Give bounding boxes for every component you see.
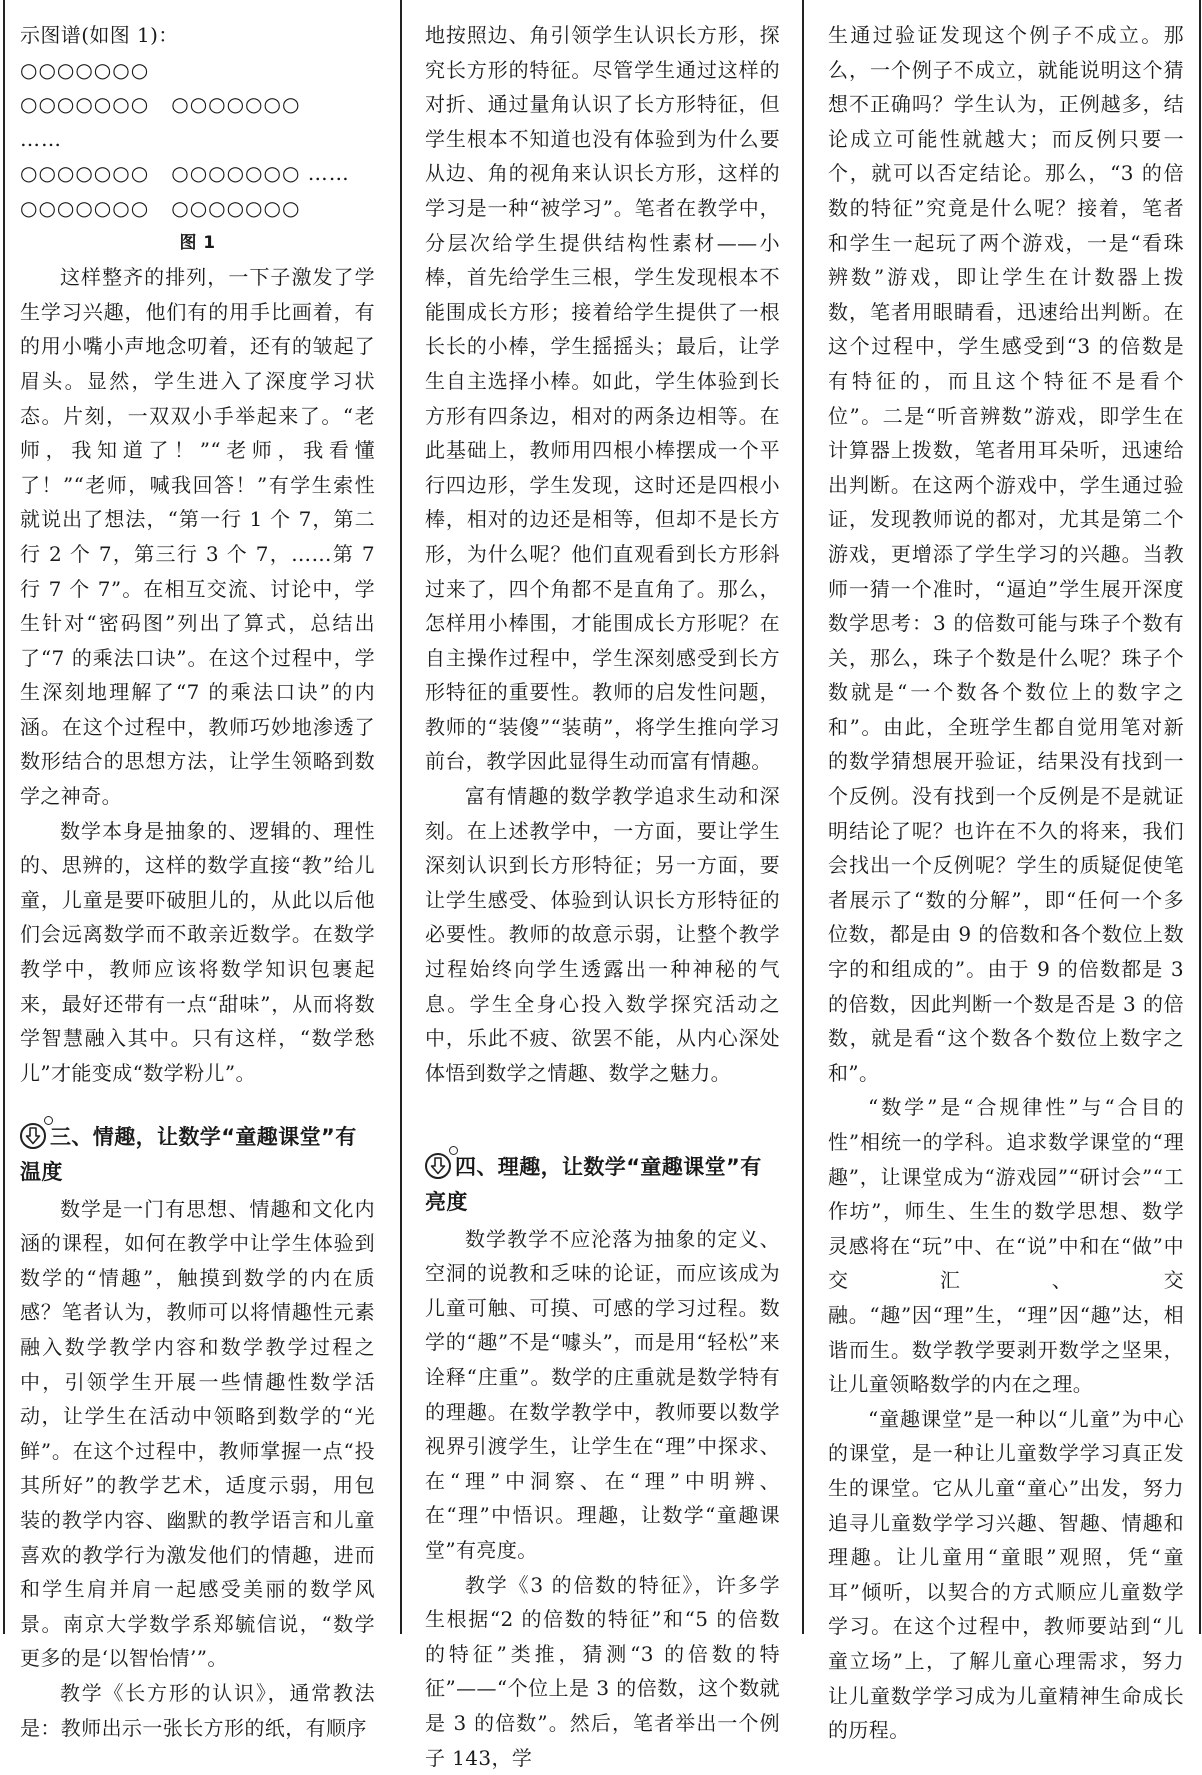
section-heading-text: 三、情趣，让数学“童趣课堂”有温度 <box>20 1125 357 1184</box>
page-left-border <box>3 0 5 1634</box>
paragraph: 这样整齐的排列，一下子激发了学生学习兴趣，他们有的用手比画着，有的用小嘴小声地念叨着，还有的皱起了眉头。显然，学生进入了深度学习状态。片刻，一双双小手举起来了。“老师，我知道了！”“老师，我看懂了！”“老师，喊我回答！”有学生索性就说出了想法，“第一行 1 个 7，第二行 2 个 7，第三行 3 个 7，……第 7 行 7 个 7”。在相互交流、讨论中，学生针对“密码图”列出了算式，总结出了“7 的乘法口诀”。在这个过程中，学生深刻地理解了“7 的乘法口诀”的内涵。在这个过程中，教师巧妙地渗透了数形结合的思想方法，让学生领略到数学之神奇。 <box>20 265 375 809</box>
down-arrow-circle-icon <box>20 1123 46 1149</box>
column-divider-1 <box>400 0 402 1634</box>
circle-group: ○○○○○○○ <box>20 195 150 220</box>
column-right <box>828 18 1184 1743</box>
page-right-border <box>1199 0 1201 1634</box>
circle-group: ○○○○○○○ …… <box>171 161 350 186</box>
circle-group: ○○○○○○○ <box>171 195 301 220</box>
paragraph: 数学本身是抽象的、逻辑的、理性的、思辨的，这样的数学直接“教”给儿童，儿童是要吓破胆儿的，从此以后他们会远离数学而不敢亲近数学。在数学教学中，教师应该将数学知识包裹起来，最好还带有一点“甜味”，从而将数学智慧融入其中。只有这样，“数学愁儿”才能变成“数学粉儿”。 <box>20 818 375 1085</box>
paragraph: 地按照边、角引领学生认识长方形，探究长方形的特征。尽管学生通过这样的对折、通过量角认识了长方形特征，但学生根本不知道也没有体验到为什么要从边、角的视角来认识长方形，这样的学习是一种“被学习”。笔者在教学中，分层次给学生提供结构性素材——小棒，首先给学生三根，学生发现根本不能围成长方形；接着给学生提供了一根长长的小棒，学生摇摇头；最后，让学生自主选择小棒。如此，学生体验到长方形有四条边，相对的两条边相等。在此基础上，教师用四根小棒摆成一个平行四边形，学生发现，这时还是四根小棒，相对的边还是相等，但却不是长方形，为什么呢？他们直观看到长方形斜过来了，四个角都不是直角了。那么，怎样用小棒围，才能围成长方形呢？在自主操作过程中，学生深刻感受到长方形特征的重要性。教师的启发性问题，教师的“装傻”“装萌”，将学生推向学习前台，教学因此显得生动而富有情趣。 <box>425 23 780 774</box>
figure-circle-row-4 <box>20 191 375 226</box>
paragraph: 教学《3 的倍数的特征》，许多学生根据“2 的倍数的特征”和“5 的倍数的特征”类推，猜测“3 的倍数的特征”——“个位上是 3 的倍数，这个数就是 3 的倍数”。然后，笔者举出一个例子 143，学 <box>425 1572 780 1770</box>
figure-circle-row-3 <box>20 156 375 191</box>
figure-intro-text: 示图谱(如图 1)： <box>20 23 179 47</box>
figure-caption: 图 1 <box>179 232 216 253</box>
section-heading-text: 四、理趣，让数学“童趣课堂”有亮度 <box>425 1155 762 1214</box>
circle-group: ○○○○○○○ <box>171 92 301 117</box>
down-arrow-circle-icon <box>425 1153 451 1179</box>
figure-circle-row-1 <box>20 53 375 88</box>
figure-ellipsis: …… <box>20 126 62 151</box>
section-heading-3 <box>20 1120 375 1189</box>
column-middle <box>425 18 780 1770</box>
paragraph: 数学教学不应沦落为抽象的定义、空洞的说教和乏味的论证，而应该成为儿童可触、可摸、可感的学习过程。数学的“趣”不是“噱头”，而是用“轻松”来诠释“庄重”。数学的庄重就是数学特有的理趣。在数学教学中，教师要以数学视界引渡学生，让学生在“理”中探求、在“理”中洞察、在“理”中明辨、在“理”中悟识。理趣，让数学“童趣课堂”有亮度。 <box>425 1226 780 1562</box>
paragraph: “童趣课堂”是一种以“儿童”为中心的课堂，是一种让儿童数学学习真正发生的课堂。它从儿童“童心”出发，努力追寻儿童数学学习兴趣、智趣、情趣和理趣。让儿童用“童眼”观照，凭“童耳”倾听，以契合的方式顺应儿童数学学习。在这个过程中，教师要站到“儿童立场”上，了解儿童心理需求，努力让儿童数学学习成为儿童精神生命成长的历程。 <box>828 1406 1184 1743</box>
figure-circle-row-2 <box>20 87 375 122</box>
paragraph: “数学”是“合规律性”与“合目的性”相统一的学科。追求数学课堂的“理趣”，让课堂成为“游戏园”“研讨会”“工作坊”，师生、生生的数学思想、数学灵感将在“玩”中、在“说”中和在“做”中交汇、交融。“趣”因“理”生，“理”因“趣”达，相谐而生。数学教学要剥开数学之坚果，让儿童领略数学的内在之理。 <box>828 1095 1184 1397</box>
paragraph: 生通过验证发现这个例子不成立。那么，一个例子不成立，就能说明这个猜想不正确吗？学生认为，正例越多，结论成立可能性就越大；而反例只要一个，就可以否定结论。那么，“3 的倍数的特征”究竟是什么呢？接着，笔者和学生一起玩了两个游戏，一是“看珠辨数”游戏，即让学生在计数器上拨数，笔者用眼睛看，迅速给出判断。在这个过程中，学生感受到“3 的倍数是有特征的，而且这个特征不是看个位”。二是“听音辨数”游戏，即学生在计算器上拨数，笔者用耳朵听，迅速给出判断。在这两个游戏中，学生通过验证，发现教师说的都对，尤其是第二个游戏，更增添了学生学习的兴趣。当教师一猜一个准时，“逼迫”学生展开深度数学思考：3 的倍数可能与珠子个数有关，那么，珠子个数是什么呢？珠子个数就是“一个数各个数位上的数字之和”。由此，全班学生都自觉用笔对新的数学猜想展开验证，结果没有找到一个反例。没有找到一个反例是不是就证明结论了呢？也许在不久的将来，我们会找出一个反例呢？学生的质疑促使笔者展示了“数的分解”，即“任何一个多位数，都是由 9 的倍数和各个数位上数字的和组成的”。由于 9 的倍数都是 3 的倍数，因此判断一个数是否是 3 的倍数，就是看“这个数各个数位上数字之和”。 <box>828 23 1184 1085</box>
paragraph: 数学是一门有思想、情趣和文化内涵的课程，如何在教学中让学生体验到数学的“情趣”，触摸到数学的内在质感？笔者认为，教师可以将情趣性元素融入数学教学内容和数学教学过程之中，引领学生开展一些情趣性数学活动，让学生在活动中领略到数学的“光鲜”。在这个过程中，教师掌握一点“投其所好”的教学艺术，适度示弱，用包装的教学内容、幽默的教学语言和儿童喜欢的教学行为激发他们的情趣，进而和学生肩并肩一起感受美丽的数学风景。南京大学数学系郑毓信说，“数学更多的是‘以智怡情’”。 <box>20 1196 375 1671</box>
section-heading-4 <box>425 1150 780 1219</box>
circle-group: ○○○○○○○ <box>20 161 150 186</box>
paragraph: 教学《长方形的认识》，通常教法是：教师出示一张长方形的纸，有顺序 <box>20 1680 375 1740</box>
circle-group: ○○○○○○○ <box>20 92 150 117</box>
paragraph: 富有情趣的数学教学追求生动和深刻。在上述教学中，一方面，要让学生深刻认识到长方形特征；另一方面，要让学生感受、体验到认识长方形特征的必要性。教师的故意示弱，让整个教学过程始终向学生透露出一种神秘的气息。学生全身心投入数学探究活动之中，乐此不疲、欲罢不能，从内心深处体悟到数学之情趣、数学之魅力。 <box>425 784 780 1085</box>
column-left <box>20 18 375 1740</box>
column-divider-2 <box>802 0 804 1634</box>
circle-group: ○○○○○○○ <box>20 57 150 82</box>
